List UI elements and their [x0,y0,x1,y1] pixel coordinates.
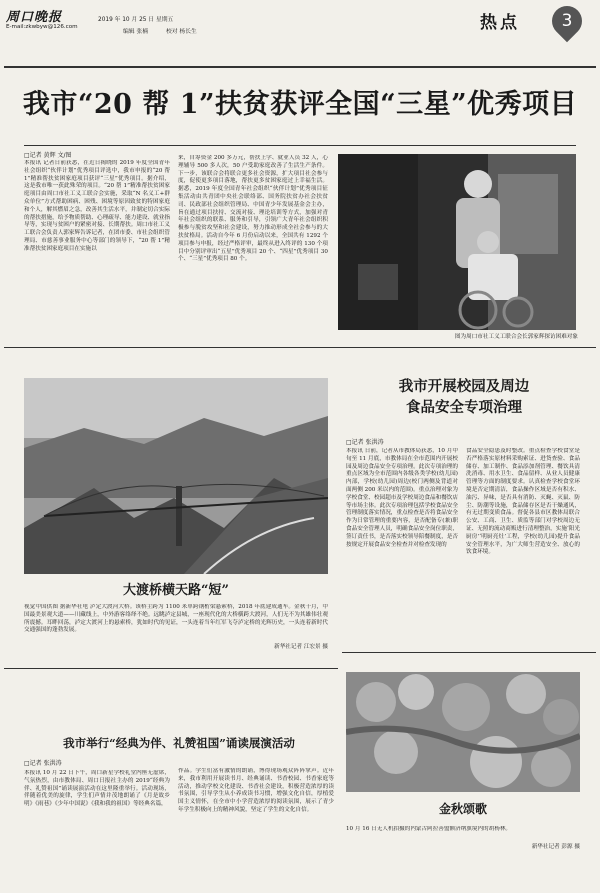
photo-credit: 新华社记者 彭源 摄 [531,844,580,850]
article-headline [346,376,582,418]
page-number: 3 [561,11,573,31]
photo-story: 10 月 16 日无人机拍摄的内蒙古阿拉善盟额济纳旗境内的胡杨林。 [346,826,512,832]
headline-rule [24,145,576,146]
photo-story: 视觉中国供图 据新华社电 泸定大渡河大桥。该桥主跨为 1100 米单跨钢桁梁悬索桥，2018 年底建成通车。金秋十月，中国最美景观大道——川藏线上，中外游客络绎不绝。远眺泸定县城，一座现代化的大桥横跨大渡河，人们无不为其雄伟壮观所震撼。耳畔回荡，泸定大渡河上的悬索桥，犹如时代的见证，一头连着当年红军飞夺泸定桥的光辉历史，一头连着新时代交通强国的蓬勃发展。 [24,604,328,634]
article-column: 本报讯 10 月 22 日下午，周口新星学校礼堂内座无虚席，气氛热烈，由市教体局、周口日报社主办的 2019“经典为伴、礼赞祖国”诵读展演活动在这里隆重举行。活动现场，伴随着优美的旋律，学生们声情并茂地朗诵了《月是故乡明》《雨巷》《少年中国说》《我和我的祖国》等经典名篇， [24,770,170,808]
bridge-photo [24,378,328,574]
article-byline: □记者 张洪涛 [24,760,62,767]
email: E-mail:zkwbyw@126.com [6,24,78,30]
page-number-badge [546,0,588,42]
photo-caption: 图为周口市社工义工联合会长郭家辉探访困难对象 [454,334,578,340]
volunteer-photo [338,154,576,330]
header-rule [4,66,596,68]
forest-photo-graphic [346,672,580,792]
forest-photo [346,672,580,792]
article-column: 本报讯 记者日前获悉，在近日揭晓的 2019 年度全国青年社会组织“伙伴计划”优秀项目评选中，我市申报的“20 帮 1”精准帮扶贫困家庭项目获评“三星”优秀项目。据介绍，这是我市唯一获此殊荣的项目。“20 帮 1”精准帮扶贫困家庭项目由周口市社工义工联合会实施，采取“N 名义工+群众单位”方式帮助困病、困残、困境等原因致贫的特困家庭和个人，解其燃眉之急，改善其生活水平，并制定切合实际的帮扶措施，给予物质帮助、心理疏导、能力建设、就业指导等，实现与贫困户的紧密对接、长期帮扶。周口市社工义工联合会负责人郭家辉告诉记者，在团市委、市社会组织管理局、市慈善事业服务中心等部门的领导下，“20 帮 1”精准帮扶贫困家庭项目在实施以 [24,160,170,252]
masthead-block [6,4,306,40]
photo-title: 大渡桥横天路“短” [123,583,229,598]
article-byline: □记者 张洪涛 [346,439,384,446]
editor: 编辑 张楠 [123,29,149,35]
article-headline: 我市“20 帮 1”扶贫获评全国“三星”优秀项目 [22,89,578,120]
issue-date: 2019 年 10 月 25 日 星期五 [98,17,174,23]
article-headline: 我市举行“经典为伴、礼赞祖国”诵读展演活动 [63,736,295,750]
article-column: 食品安全隐患及时整改。重点检查学校食堂是否严格落实原材料采购索证、进货查验、食品储存、加工制作、食品添加剂管理、餐饮具清洗消毒、用水卫生、食品留样、从业人员健康管理等方面的制度要求。认真检查学校食堂环境是否定期清洁，食品操作区域是否有积水、油污、异味，是否具有消防、灭蝇、灭鼠、防尘、防潮等设施，食品储存区是否干燥通风，有无过期变质食品。督促各县市区教体局联合公安、工商、卫生、质监等部门对学校周边无证、无照的流动商贩进行清理整治，实施‘阳光厨房’‘明厨亮灶’工程，学校(幼儿园)提升食品安全管理水平，为广大师生营造安全、放心的饮食环境。 [466,448,580,556]
section-rule [4,668,338,669]
masthead-logo: 周口晚报 [6,10,63,25]
section-rule [4,347,596,348]
article-byline: □记者 黄辉 文/图 [24,152,72,159]
article-column: 来，自筹资金 200 多万元，帮扶上学、就业人员 32 人，心理辅导 500 多人次，50 户受助家庭改善了生活生产条件。下一步，该联合会将联合更多社会资源，扩大项目社会参与度，促使更多项目落地，帮扶更多贫困家庭过上幸福生活。据悉，2019 年度全国青年社会组织“伙伴计划”优秀项目征集活动由共青团中央社会联络部、国务院扶贫办社会扶贫司、民政部社会组织管理局、中国青少年发展基金会主办，旨在通过项目扶持、交流对接、理论培训等方式，加强对青年社会组织的联系、服务和引导，引领广大青年社会组织积极参与脱贫攻坚和社会建设，努力推动形成全社会参与的大扶贫格局。活动自今年 6 月份启动以来，全国共有 1292 个项目参与申报，经过严格评审，最终从进入终评的 130 个项目中分别评审出“五星”优秀项目 20 个、“四星”优秀项目 30 个、“三星”优秀项目 80 个。 [178,155,328,263]
headline-line: 食品安全专项治理 [406,399,522,416]
article-column: 作品。学生们富有激情的朗诵，博得现场观众阵阵掌声。近年来，我市利用开展读书月、经典诵读、书香校园、书香家庭等活动，推动学校文化建设、书香社会建设，积极营造浓厚的读书氛围，引导学生从小养成读书习惯，增强文化自信，厚植爱国主义情怀，在全市中小学营造浓厚的阅读氛围，展示了青少年学生积极向上的精神风貌，坚定了学生的文化自信。 [178,768,334,813]
bridge-photo-graphic [24,378,328,574]
photo-title: 金秋颂歌 [438,802,487,816]
section-rule [342,652,596,653]
volunteer-photo-graphic [338,154,576,330]
proofreader: 校对 杨长生 [166,29,197,35]
section-title: 热点 [480,13,520,33]
photo-credit: 新华社记者 江宏景 摄 [274,644,328,650]
headline-line: 我市开展校园及周边 [398,378,530,395]
article-column: 本报讯 日前，记者从市教体局获悉，10 月中旬至 11 月底，市教体局在全市范围内开展校园及周边食品安全专项治理。此次专项治理的重点区域为全市范围内各级各类学校(幼儿园)内部，学校(幼儿园)周边(校门两侧及背道对面两侧 200 米以内的范围)。重点治理对象为学校食堂、校园超市及学校周边食品和餐饮店等市场主体。此次专项治理包括学校食品安全管理制度落实情况，重点检查是否将食品安全作为日常管理的重要内容，是否配备专(兼)职食品安全管理人员，明确食品安全岗位职责，签订责任书，是否落实校领导陪餐制度，是否按规定开展食品安全检查并对检查发现的 [346,448,458,548]
